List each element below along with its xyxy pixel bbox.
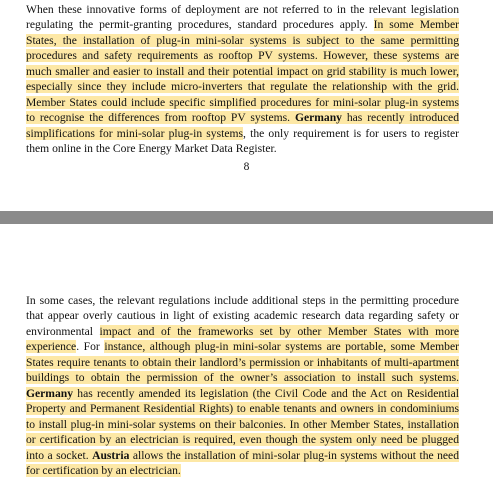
document-page-bottom: [0, 224, 493, 477]
highlighted-text-run: In some Member States, the installation of plug-in mini-solar systems is subject to the same permitting procedures and safety requirements as rooftop PV systems. However, these systems are much smaller and easier to install and their potential impact on grid stability is much lower, especially since they include micro-inverters that regulate the relationship with the grid. Member States could include specific simplified procedures for mini-solar plug-in systems to recognise the differences from rooftop PV systems.: [26, 18, 459, 125]
text-run: , the only requirement is for users to register them online in the Core Energy Market Data Register.: [26, 126, 459, 156]
highlighted-text-run: has recently introduced simplifications for mini-solar plug-in systems: [26, 111, 459, 140]
document-page-top: [0, 0, 493, 211]
bold-country-austria: Austria: [92, 448, 130, 462]
highlighted-text-run: has recently amended its legislation (the Civil Code and the Act on Residential Property and Permanent Residential Rights) to enable tenants and owners in condominiums to install plug-in mini-solar systems on their balconies. In other Member States, installation or certification by an electrician is required, even though the system only need be plugged into a socket.: [26, 386, 459, 462]
page-number: 8: [243, 161, 250, 173]
highlighted-text-run: instance, although plug-in mini-solar systems are portable, some Member States require tenants to obtain their landlord’s permission or inhabitants of multi-apartment buildings to obtain the permission of the owner’s association to install such systems.: [26, 340, 459, 385]
text-run: When these innovative forms of deployment are not referred to in the relevant legislation regulating the permit-granting procedures, standard procedures apply.: [26, 3, 459, 32]
bold-country-germany: Germany: [294, 111, 342, 125]
highlighted-text-run: impact and of the frameworks set by other Member States with more experience: [26, 324, 459, 354]
highlighted-text-run: allows the installation of mini-solar plug-in systems without the need for certification by an electrician.: [26, 448, 459, 477]
page-separator: [0, 211, 493, 224]
text-run: In some cases, the relevant regulations include additional steps in the permitting procedure that appear overly cautious in light of existing academic research data regarding safety or environmental: [26, 294, 459, 338]
paragraph-permit-procedures: [26, 2, 459, 157]
bold-country-germany: Germany: [26, 386, 74, 400]
paragraph-cautious-regulations: [26, 293, 459, 478]
text-run: . For: [76, 340, 105, 354]
